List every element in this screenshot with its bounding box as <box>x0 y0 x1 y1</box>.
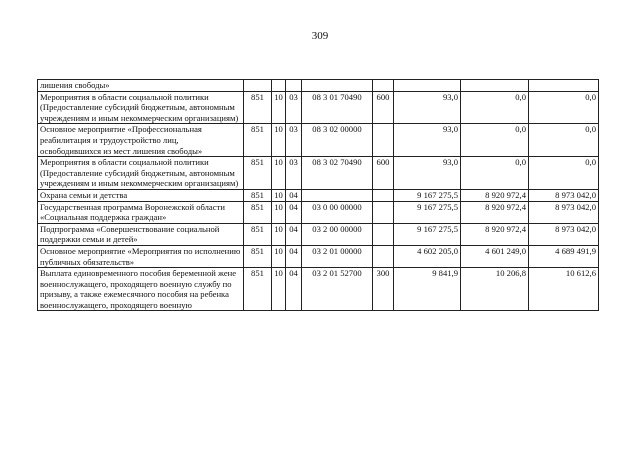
table-row <box>38 91 599 124</box>
ved-code: 851 <box>244 157 272 190</box>
amount-year-3: 10 612,6 <box>529 268 599 311</box>
table-row <box>38 245 599 267</box>
section-code: 10 <box>272 268 286 311</box>
row-name: Подпрограмма «Совершенствование социальной поддержки семьи и детей» <box>38 223 244 245</box>
amount-year-2: 4 601 249,0 <box>461 245 529 267</box>
expense-type-code: 600 <box>373 157 394 190</box>
amount-year-1 <box>394 80 461 92</box>
row-name: Основное мероприятие «Мероприятия по исполнению публичных обязательств» <box>38 245 244 267</box>
amount-year-3: 0,0 <box>529 91 599 124</box>
row-name: Охрана семьи и детства <box>38 189 244 201</box>
ved-code: 851 <box>244 268 272 311</box>
section-code <box>272 80 286 92</box>
expense-type-code <box>373 223 394 245</box>
target-article-code <box>302 189 373 201</box>
expense-type-code <box>373 124 394 157</box>
ved-code: 851 <box>244 124 272 157</box>
amount-year-1: 93,0 <box>394 157 461 190</box>
row-name: Государственная программа Воронежской области «Социальная поддержка граждан» <box>38 201 244 223</box>
subsection-code: 03 <box>286 124 302 157</box>
target-article-code: 03 2 01 52700 <box>302 268 373 311</box>
section-code: 10 <box>272 124 286 157</box>
amount-year-1: 9 841,9 <box>394 268 461 311</box>
section-code: 10 <box>272 245 286 267</box>
amount-year-2: 0,0 <box>461 91 529 124</box>
amount-year-3: 8 973 042,0 <box>529 189 599 201</box>
table-row <box>38 223 599 245</box>
table-row <box>38 189 599 201</box>
row-name: лишения свободы» <box>38 80 244 92</box>
ved-code <box>244 80 272 92</box>
ved-code: 851 <box>244 223 272 245</box>
section-code: 10 <box>272 223 286 245</box>
table-row <box>38 157 599 190</box>
amount-year-2: 0,0 <box>461 157 529 190</box>
row-name: Мероприятия в области социальной политики (Предоставление субсидий бюджетным, автономным учреждениям и иным некоммерческим организациям) <box>38 157 244 190</box>
target-article-code: 03 0 00 00000 <box>302 201 373 223</box>
amount-year-2: 0,0 <box>461 124 529 157</box>
expense-type-code <box>373 80 394 92</box>
amount-year-1: 93,0 <box>394 91 461 124</box>
amount-year-1: 93,0 <box>394 124 461 157</box>
ved-code: 851 <box>244 245 272 267</box>
table-row <box>38 268 599 311</box>
subsection-code <box>286 80 302 92</box>
table-row <box>38 201 599 223</box>
amount-year-3 <box>529 80 599 92</box>
amount-year-2: 10 206,8 <box>461 268 529 311</box>
table-row <box>38 124 599 157</box>
target-article-code: 03 2 01 00000 <box>302 245 373 267</box>
target-article-code: 08 3 02 70490 <box>302 157 373 190</box>
row-name: Основное мероприятие «Профессиональная реабилитация и трудоустройство лиц, освободившихся из мест лишения свободы» <box>38 124 244 157</box>
expense-type-code <box>373 189 394 201</box>
ved-code: 851 <box>244 189 272 201</box>
amount-year-3: 0,0 <box>529 157 599 190</box>
section-code: 10 <box>272 189 286 201</box>
section-code: 10 <box>272 157 286 190</box>
amount-year-1: 4 602 205,0 <box>394 245 461 267</box>
amount-year-3: 8 973 042,0 <box>529 223 599 245</box>
subsection-code: 04 <box>286 223 302 245</box>
subsection-code: 04 <box>286 268 302 311</box>
amount-year-3: 4 689 491,9 <box>529 245 599 267</box>
row-name: Выплата единовременного пособия беременной жене военнослужащего, проходящего военную службу по призыву, а также ежемесячного пособия на ребенка военнослужащего, проходящего военную <box>38 268 244 311</box>
expense-type-code: 300 <box>373 268 394 311</box>
amount-year-2: 8 920 972,4 <box>461 201 529 223</box>
table-row <box>38 80 599 92</box>
subsection-code: 04 <box>286 189 302 201</box>
row-name: Мероприятия в области социальной политики (Предоставление субсидий бюджетным, автономным учреждениям и иным некоммерческим организациям) <box>38 91 244 124</box>
target-article-code: 03 2 00 00000 <box>302 223 373 245</box>
page-number: 309 <box>311 30 329 42</box>
amount-year-2: 8 920 972,4 <box>461 223 529 245</box>
amount-year-2 <box>461 80 529 92</box>
section-code: 10 <box>272 201 286 223</box>
expense-type-code <box>373 245 394 267</box>
ved-code: 851 <box>244 91 272 124</box>
expense-type-code: 600 <box>373 91 394 124</box>
amount-year-1: 9 167 275,5 <box>394 201 461 223</box>
expense-type-code <box>373 201 394 223</box>
subsection-code: 04 <box>286 245 302 267</box>
ved-code: 851 <box>244 201 272 223</box>
subsection-code: 03 <box>286 157 302 190</box>
target-article-code <box>302 80 373 92</box>
amount-year-1: 9 167 275,5 <box>394 223 461 245</box>
amount-year-3: 8 973 042,0 <box>529 201 599 223</box>
amount-year-3: 0,0 <box>529 124 599 157</box>
target-article-code: 08 3 02 00000 <box>302 124 373 157</box>
target-article-code: 08 3 01 70490 <box>302 91 373 124</box>
subsection-code: 04 <box>286 201 302 223</box>
amount-year-1: 9 167 275,5 <box>394 189 461 201</box>
budget-table <box>37 79 599 311</box>
section-code: 10 <box>272 91 286 124</box>
amount-year-2: 8 920 972,4 <box>461 189 529 201</box>
subsection-code: 03 <box>286 91 302 124</box>
